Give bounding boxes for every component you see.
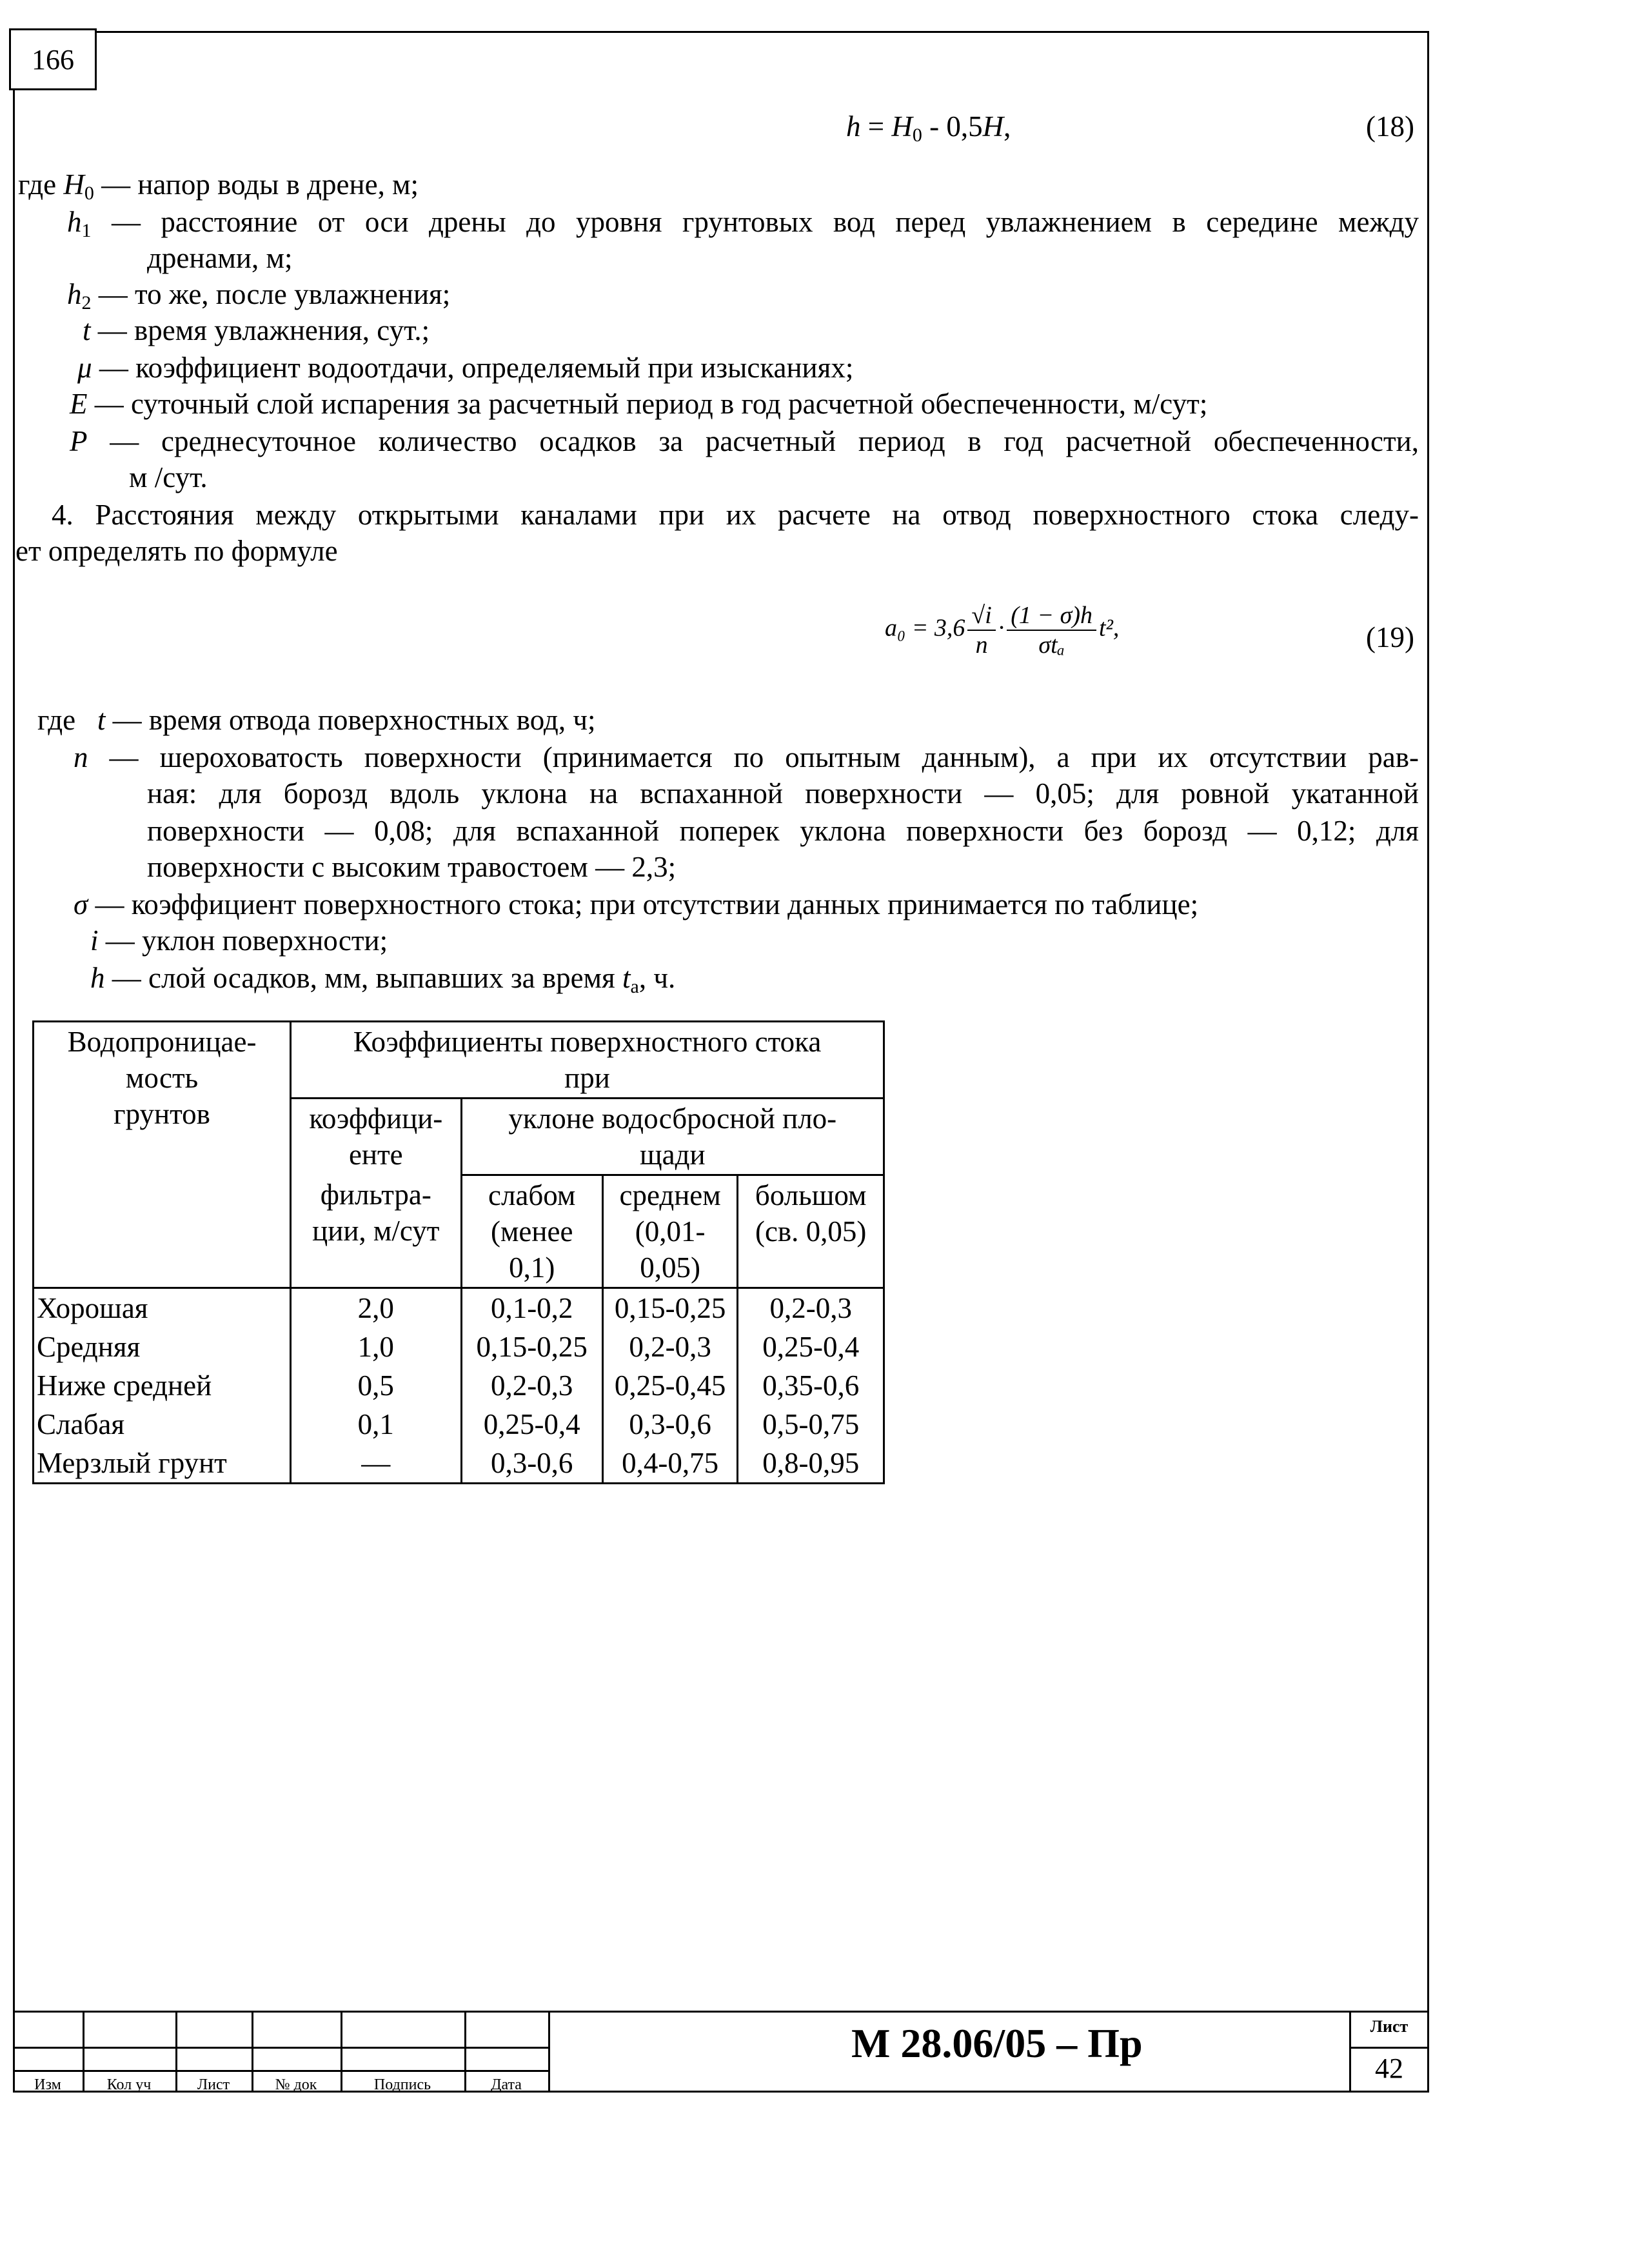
def-n-cont3: поверхности с высоким травостоем — 2,3;	[147, 851, 677, 883]
para4-line2: ет определять по формуле	[15, 535, 338, 567]
def-i: i — уклон поверхности;	[90, 924, 388, 957]
stamp-line-mid	[13, 2047, 548, 2049]
def-P-cont: м /сут.	[129, 461, 208, 493]
cell-soil: Средняя	[34, 1328, 291, 1366]
stamp-label-date: Дата	[491, 2076, 522, 2093]
para4-line1: 4. Расстояния между открытыми каналами при их расчете на отвод поверхностного стока следу-	[52, 499, 1419, 531]
formula-19-number: (19)	[1366, 621, 1414, 653]
def-sigma: σ — коэффициент поверхностного стока; при отсутствии данных принимается по таблице;	[74, 888, 1199, 920]
def-t: t — время увлажнения, сут.;	[83, 314, 430, 346]
def-H0: где $H_0$ — напор воды в дрене, м;	[18, 168, 419, 204]
def-n-cont1: ная: для борозд вдоль уклона на вспаханной поверхности — 0,05; для ровной укатанной	[147, 777, 1419, 810]
th-big-slope: большом (св. 0,05)	[738, 1175, 884, 1288]
formula-19-lhs: a₀ = 3,6	[885, 614, 965, 642]
cell-big: 0,8-0,95	[738, 1444, 884, 1484]
stamp-label-sign: Подпись	[373, 2076, 431, 2093]
cell-soil: Мерзлый грунт	[34, 1444, 291, 1484]
cell-weak: 0,3-0,6	[461, 1444, 602, 1484]
cell-soil: Слабая	[34, 1405, 291, 1444]
cell-mid: 0,2-0,3	[602, 1328, 738, 1366]
sheet-label: Лист	[1370, 2017, 1409, 2036]
runoff-coefficient-table	[32, 1020, 885, 1484]
th-filtration: фильтра- ции, м/сут	[291, 1175, 462, 1288]
cell-filtration: —	[291, 1444, 462, 1484]
th-runoff-group: Коэффициенты поверхностного стока при	[291, 1022, 884, 1099]
cell-big: 0,35-0,6	[738, 1366, 884, 1405]
cell-soil: Ниже средней	[34, 1366, 291, 1405]
page-number-box: 166	[9, 28, 97, 90]
table-row	[34, 1366, 884, 1405]
document-code: М 28.06/05 – Пр	[851, 2020, 1143, 2066]
stamp-sheet-line	[1349, 2047, 1429, 2049]
def-h1-cont: дренами, м;	[147, 242, 293, 274]
cell-soil: Хорошая	[34, 1288, 291, 1328]
cell-mid: 0,4-0,75	[602, 1444, 738, 1484]
def-n-cont2: поверхности — 0,08; для вспаханной поперек уклона поверхности без борозд — 0,12; для	[147, 815, 1419, 847]
stamp-label-kol: Кол уч	[106, 2076, 152, 2093]
sheet-number: 42	[1375, 2053, 1403, 2084]
def-h2: $h_2$ — то же, после увлажнения;	[67, 278, 451, 313]
th-slope: уклоне водосбросной пло- щади	[461, 1099, 884, 1175]
table-row	[34, 1405, 884, 1444]
th-mid-slope: среднем (0,01- 0,05)	[602, 1175, 738, 1288]
formula-19-tail: t²,	[1098, 614, 1120, 642]
def-P: P — среднесуточное количество осадков за расчетный период в год расчетной обеспеченности,	[70, 425, 1419, 457]
formula-18: $h = H_0 - 0,5H$,	[846, 110, 1011, 146]
cell-mid: 0,3-0,6	[602, 1405, 738, 1444]
title-block	[13, 2011, 1429, 2093]
cell-weak: 0,2-0,3	[461, 1366, 602, 1405]
cell-filtration: 1,0	[291, 1328, 462, 1366]
cell-big: 0,25-0,4	[738, 1328, 884, 1366]
def-t2: где t — время отвода поверхностных вод, ч;	[37, 704, 596, 736]
def-mu: μ — коэффициент водоотдачи, определяемый при изысканиях;	[77, 352, 854, 384]
cell-filtration: 0,1	[291, 1405, 462, 1444]
def-n: n — шероховатость поверхности (принимается по опытным данным), а при их отсутствии рав-	[74, 741, 1419, 773]
def-h1: $h_1$ — расстояние от оси дрены до уровня грунтовых вод перед увлажнением в середине между	[67, 206, 1419, 241]
stamp-line-low	[13, 2070, 548, 2072]
formula-19: a₀ = 3,6 $\frac{√i}{n}$ · $\frac{(1 - \sigma)h}{\text{σtₐ}}$ t²,	[885, 602, 1120, 659]
stamp-line-top	[13, 2011, 1429, 2013]
stamp-col-line	[548, 2011, 550, 2093]
formula-18-number: (18)	[1366, 110, 1414, 143]
cell-filtration: 2,0	[291, 1288, 462, 1328]
th-weak-slope: слабом (менее 0,1)	[461, 1175, 602, 1288]
cell-weak: 0,1-0,2	[461, 1288, 602, 1328]
cell-weak: 0,15-0,25	[461, 1328, 602, 1366]
cell-filtration: 0,5	[291, 1366, 462, 1405]
stamp-label-list: Лист	[197, 2076, 230, 2093]
th-permeability: Водопроницае- мость грунтов	[34, 1022, 291, 1288]
table-row	[34, 1288, 884, 1328]
fraction-sqrt-i-over-n: $\frac{√i}{n}$	[967, 601, 995, 659]
stamp-label-izm: Изм	[34, 2076, 61, 2093]
cell-mid: 0,25-0,45	[602, 1366, 738, 1405]
def-h: h — слой осадков, мм, выпавших за время $t_a$, ч.	[90, 962, 676, 997]
fraction-runoff: $\frac{(1 - \sigma)h}{\text{σtₐ}}$	[1007, 601, 1096, 659]
table-row	[34, 1444, 884, 1484]
cell-big: 0,2-0,3	[738, 1288, 884, 1328]
th-coefficient: коэффици- енте	[291, 1099, 462, 1175]
cell-weak: 0,25-0,4	[461, 1405, 602, 1444]
stamp-label-doc: № док	[275, 2076, 317, 2093]
cell-mid: 0,15-0,25	[602, 1288, 738, 1328]
cell-big: 0,5-0,75	[738, 1405, 884, 1444]
def-E: E — суточный слой испарения за расчетный период в год расчетной обеспеченности, м/сут;	[70, 388, 1208, 420]
table-row	[34, 1328, 884, 1366]
